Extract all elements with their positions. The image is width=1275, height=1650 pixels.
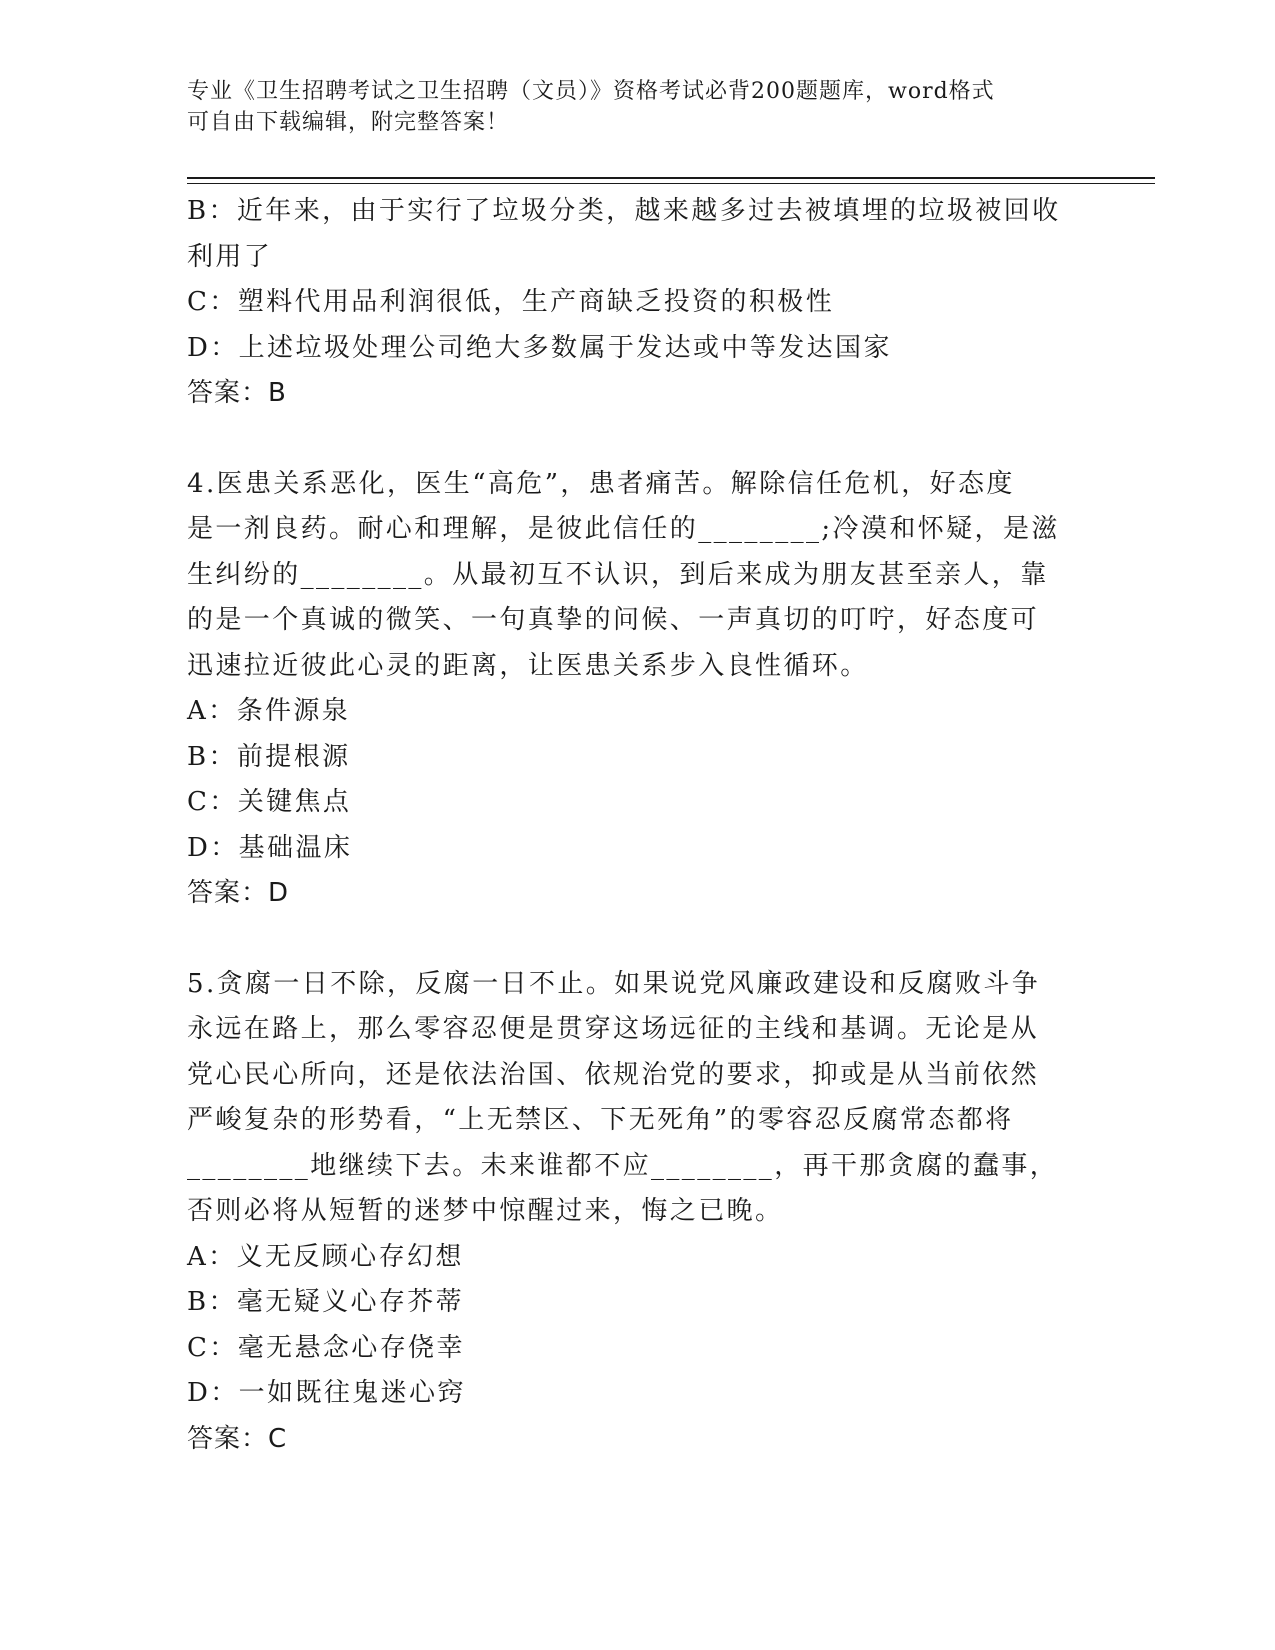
spacer <box>187 417 1077 462</box>
header-title-line-1: 专业《卫生招聘考试之卫生招聘（文员）》资格考试必背200题题库，word格式 <box>187 79 995 104</box>
spacer <box>187 917 1077 962</box>
question-3-answer: 答案：B <box>187 378 287 408</box>
question-5-option-c: C：毫无悬念心存侥幸 <box>187 1332 465 1363</box>
document-body <box>187 189 1077 1462</box>
question-5-option-d: D：一如既往鬼迷心窍 <box>187 1378 466 1408</box>
question-4-stem-line: 迅速拉近彼此心灵的距离，让医患关系步入良性循环。 <box>187 650 869 681</box>
header-title-line-2: 可自由下载编辑，附完整答案！ <box>187 110 510 135</box>
question-5-option-a: A：义无反顾心存幻想 <box>187 1241 464 1272</box>
question-5-stem-line: 党心民心所向，还是依法治国、依规治党的要求，抑或是从当前依然 <box>187 1059 1040 1090</box>
question-4-stem-line: 是一剂良药。耐心和理解，是彼此信任的________;冷漠和怀疑，是滋 <box>187 514 1060 544</box>
question-5-stem-line: 永远在路上，那么零容忍便是贯穿这场远征的主线和基调。无论是从 <box>187 1014 1040 1044</box>
question-3-option-d: D：上述垃圾处理公司绝大多数属于发达或中等发达国家 <box>187 332 892 363</box>
question-4-option-b: B：前提根源 <box>187 741 351 772</box>
question-5-stem-line: 严峻复杂的形势看，“上无禁区、下无死角”的零容忍反腐常态都将 <box>187 1105 1014 1135</box>
header-rule-thick <box>187 177 1155 179</box>
question-4-answer: 答案：D <box>187 878 290 908</box>
question-4-option-c: C：关键焦点 <box>187 787 352 817</box>
question-5-stem-line: 5.贪腐一日不除，反腐一日不止。如果说党风廉政建设和反腐败斗争 <box>187 968 1041 999</box>
header-rule-thin <box>187 183 1155 184</box>
question-5-stem-line: ________地继续下去。未来谁都不应________，再干那贪腐的蠢事， <box>187 1150 1059 1181</box>
question-5 <box>187 962 1077 1463</box>
question-3-option-b-line-2: 利用了 <box>187 241 273 272</box>
question-3-option-b-line-1: B：近年来，由于实行了垃圾分类，越来越多过去被填埋的垃圾被回收 <box>187 196 1061 226</box>
document-header <box>187 76 1067 138</box>
question-5-answer: 答案：C <box>187 1423 288 1454</box>
question-4-option-a: A：条件源泉 <box>187 696 351 726</box>
question-4-stem-line: 生纠纷的________。从最初互不认识，到后来成为朋友甚至亲人，靠 <box>187 559 1049 590</box>
question-4-option-d: D：基础温床 <box>187 832 353 863</box>
question-5-option-b: B：毫无疑义心存芥蒂 <box>187 1287 465 1317</box>
question-4-stem-line: 的是一个真诚的微笑、一句真挚的问候、一声真切的叮咛，好态度可 <box>187 605 1040 635</box>
question-3-continued <box>187 189 1077 417</box>
question-4 <box>187 462 1077 917</box>
question-5-stem-line: 否则必将从短暂的迷梦中惊醒过来，悔之已晚。 <box>187 1196 784 1226</box>
question-3-option-c: C：塑料代用品利润很低，生产商缺乏投资的积极性 <box>187 287 835 317</box>
question-4-stem-line: 4.医患关系恶化，医生“高危”，患者痛苦。解除信任危机，好态度 <box>187 468 1015 499</box>
